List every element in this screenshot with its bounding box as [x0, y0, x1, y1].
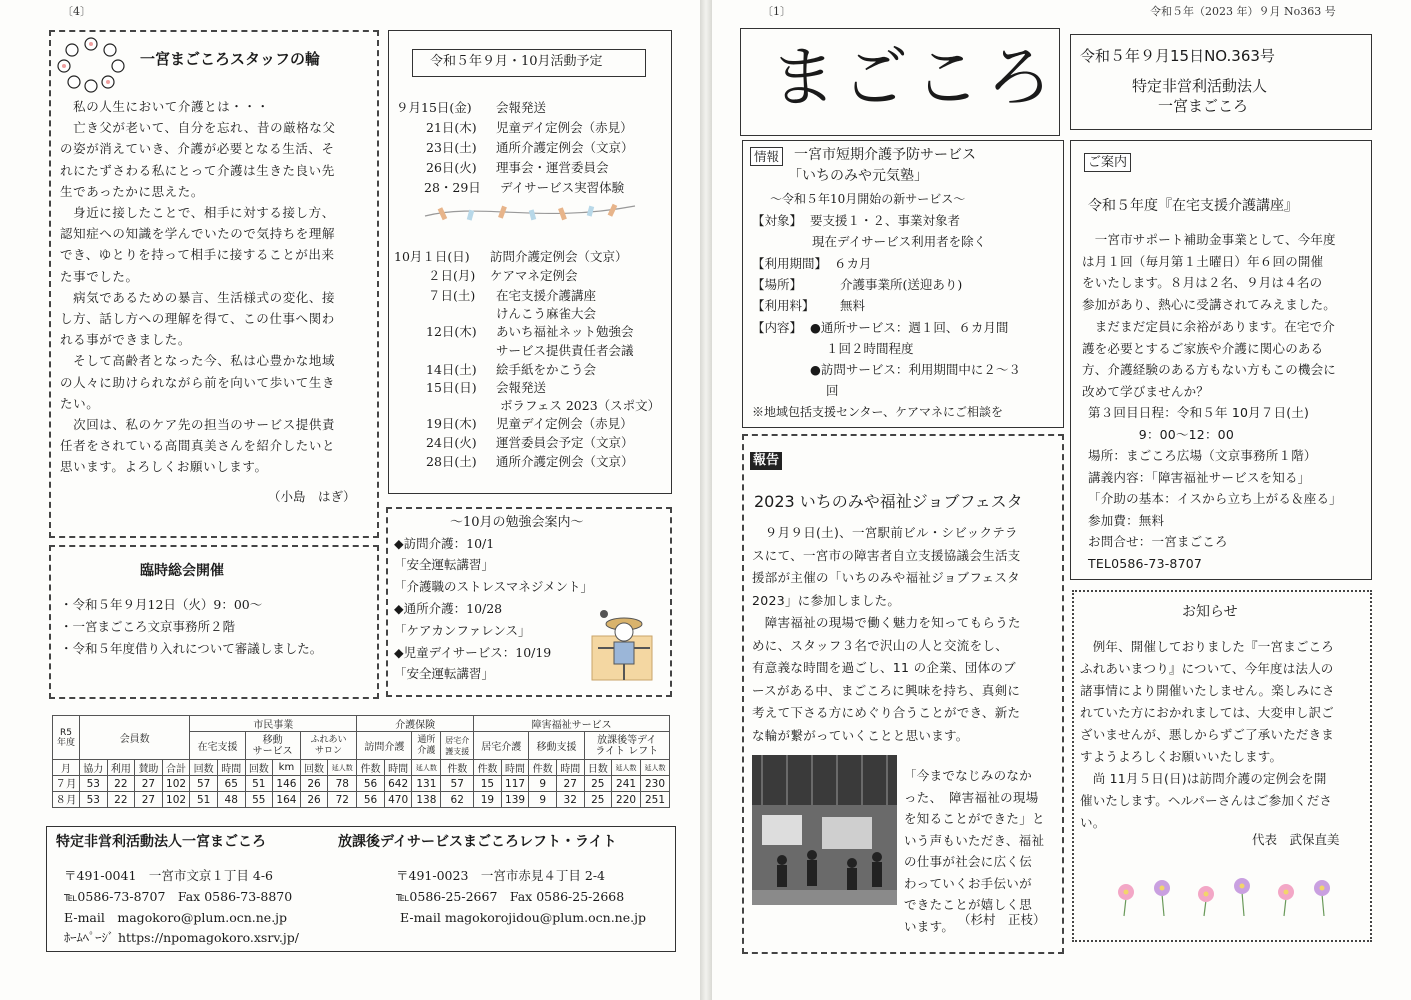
issue-header: 令和５年（2023 年）９月 No363 号	[1150, 5, 1336, 18]
org2-email[interactable]: E-mail magokorojidou@plum.ocn.ne.jp	[400, 910, 646, 925]
study-line: 「介護職のストレスマネジメント」	[394, 579, 594, 594]
report-text: ９月９日(土)、一宮駅前ビル・シビックテラ スにて、一宮市の障害者自立支援協議会生活支 援部が主催の「いちのみや福祉ジョブフェスタ 2023」に参加しました。 障害福祉の現場で働く魅力を知ってもらうた めに、スタッフ３名で沢山の人と交流をし、 有意義な時間を過ごし、11 の企業、団体のブ ースがある中、まごころに興味を持ち、真剣に 考えて下さる方にめぐり合うことができ、新た な輪が繋がっていくことと思います。	[752, 525, 1021, 743]
ribbon-decoration-icon	[420, 198, 640, 226]
guide-text: 一宮市サポート補助金事業として、今年度 は月１回（毎月第１土曜日）年６回の開催 をいたします。８月は２名、９月は４名の 参加があり、熱心に受講されてみえました。 まだまだ定員に余裕があります。在宅で介 護を必要とするご家族や介護に関心のある 方、介護経験のある方もない方もこの機会に 改めて学びませんか？	[1082, 232, 1337, 399]
staff-heading: 一宮まごころスタッフの輪	[140, 50, 321, 68]
info-tag: 情報	[750, 147, 783, 166]
guide-tag: ご案内	[1084, 153, 1131, 172]
org2-phone: ℡0586-25-2667 Fax 0586-25-2668	[396, 889, 625, 904]
stats-table: R5 年度 会員数 市民事業 介護保険 障害福祉サービス 在宅支援 移動 サービス ふれあい サロン 訪問介護 通所 介護 居宅介 護支援 居宅介護 移動支援 放課後等デイ ライト レフト 月 協力 利用 賛助 合計 回数 時間 回数 km 回数 延人数 件数 時間 延人数 件数 件数 時間 件数 時間 日数 延人数 延人数 ７月 53 22 27 102 57 65 51 146 26 78 56 642 131 57 15 117 9 27 25 241 230 ８月 53 22 27 102 51 48 55 164 26 72 56 470 138 62 19 139 9 32 25 220 251	[52, 715, 670, 808]
org1-address: 〒491-0041 一宮市文京１丁目 4-6	[64, 868, 273, 883]
notice-signature: 代表 武保直美	[1252, 832, 1340, 847]
report-tag: 報告	[750, 452, 782, 470]
info-consult-note: ※地域包括支援センター、ケアマネにご相談を	[752, 405, 1004, 419]
study-title: ～10月の勉強会案内～	[450, 515, 584, 530]
org-name: 一宮まごころ	[1158, 97, 1249, 115]
staff-circle-icon	[56, 36, 126, 92]
staff-author: （小島 はぎ）	[268, 489, 356, 504]
info-subtitle: 「いちのみや元気塾」	[788, 168, 928, 184]
info-note: ～令和５年10月開始の新サービス～	[770, 192, 966, 206]
meeting-item: ・一宮まごころ文京事務所２階	[60, 619, 236, 634]
org2-address: 〒491-0023 一宮市赤見４丁目 2-4	[396, 868, 605, 883]
org-type: 特定非営利活動法人	[1132, 77, 1268, 95]
meeting-item: ・令和５年度借り入れについて審議しました。	[60, 641, 323, 656]
table-row: ７月 53 22 27 102 57 65 51 146 26 78 56 642 131 57 15 117 9 27 25 241 230	[53, 776, 670, 792]
issue-date-number: 令和５年９月15日NO.363号	[1080, 47, 1275, 65]
org2-name: 放課後デイサービスまごころレフト・ライト	[338, 834, 617, 850]
study-line: 「安全運転講習」	[394, 557, 495, 572]
org1-email[interactable]: E-mail magokoro@plum.ocn.ne.jp	[64, 910, 288, 925]
masthead-title: まごころ	[770, 39, 1058, 116]
study-line: ◆児童デイサービス：10/19	[394, 645, 552, 660]
org1-phone: ℡0586-73-8707 Fax 0586-73-8870	[64, 889, 293, 904]
staff-essay-text: 私の人生において介護とは・・・ 亡き父が老いて、自分を忘れ、昔の厳格な父 の姿が消えていき、介護が必要となる生活、そ れにたずさわる私にとって介護は生きた良い先 生であったかに思えた。 身近に接したことで、相手に対する接し方、 認知症への知識を学んでいたので気持ちを理解 でき、ゆとりを持って相手に接することが出来 た事でした。 病気であるための暴言、生活様式の変化、接 し方、話し方への理解を得て、この仕事へ関わ れる事ができました。 そして高齢者となった今、私は心豊かな地域 の人々に助けられながら前を向いて歩いて生き たい。 次回は、私のケア先の担当のサービス提供責 任者をされている高間真美さんを紹介したいと 思います。よろしくお願いします。	[60, 99, 336, 475]
study-line: ◆訪問介護：10/1	[394, 536, 495, 551]
org1-website-link[interactable]: ﾎｰﾑﾍﾟｰｼﾞ https://npomagokoro.xsrv.jp/	[64, 930, 299, 945]
report-title: 2023 いちのみや福祉ジョブフェスタ	[754, 492, 1023, 511]
study-line: 「安全運転講習」	[394, 666, 495, 681]
study-line: 「ケアカンファレンス」	[394, 623, 531, 638]
schedule-title: 令和５年９月・10月活動予定	[430, 54, 603, 69]
info-title: 一宮市短期介護予防サービス	[794, 147, 976, 163]
meeting-title: 臨時総会開催	[140, 563, 224, 579]
notice-text: 例年、開催しておりました『一宮まごころ ふれあいまつり』について、今年度は法人の 諸事情により開催いたしません。楽しみにさ れていた方におかれましては、大変申し訳ご ざいませんが、悪しからずご了承いただきま すようよろしくお願いいたします。 尚 11月５日(日)は訪問介護の定例会を開 催いたします。ヘルパーさんはご参加くださ い。	[1080, 639, 1335, 830]
flowers-decoration-icon	[1104, 868, 1364, 918]
report-quote: 「今までなじみのなか った、 障害福祉の現場 を知ることができた」と いう声もいただき、福祉 の仕事が社会に広く伝 わっていくお手伝いが できたことが嬉しく思 います。	[904, 768, 1045, 934]
page-1: 〔1〕 令和５年（2023 年）９月 No363 号 まごころ 令和５年９月15日NO.363号 特定非営利活動法人 一宮まごころ 情報 一宮市短期介護予防サービス 「いちのみや元気塾」 ～令和５年10月開始の新サービス～ 【対象】 要支援１・２、事業対象者 現在デイサービス利用者を除く 【利用期間】 ６カ月 【場所】 介護事業所(送迎あり) 【利用料】 無料 【内容】 ●通所サービス：週１回、６カ月間 １回２時間程度 ●訪問サービス：利用期間中に２～３ 回 ※地域包括支援センター、ケアマネにご相談を 報告 2023 いちのみや福祉ジョブフェスタ ９月９日(土)、一宮駅前ビル・シビックテラ スにて、一宮市の障害者自立支援協議会生活支 援部が主催の「いちのみや福祉ジョブフェスタ 2023」に参加しました。 障害福祉の現場で働く魅力を知ってもらうた めに、スタッフ３名で沢山の人と交流をし、 有意義な時間を過ごし、11 の企業、団体のブ ースがある中、まごころに興味を持ち、真剣に 考えて下さる方にめぐり合うことができ、新た な輪が繋がっていくことと思います。 「今までなじみのなか った、 障害福祉の現場 を知ることができた」と いう声もいただき、福祉 の仕事が社会に広く伝 わっていくお手伝いが できたことが嬉しく思 います。 （杉村 正枝） ご案内 令和５年度『在宅支援介護講座』 一宮市サポート補助金事業として、今年度 は月１回（毎月第１土曜日）年６回の開催 をいたします。８月は２名、９月は４名の 参加があり、熱心に受講されてみえました。 まだまだ定員に余裕があります。在宅で介 護を必要とするご家族や介護に関心のある 方、介護経験のある方もない方もこの機会に 改めて学びませんか？ 第３回目日程：令和５年 10月７日(土) 9：00～12：00 場所：まごころ広場（文京事務所１階） 講義内容：「障害福祉サービスを知る」 「介助の基本：イスから立ち上がる＆座る」 参加費：無料 お問合せ：一宮まごころ TEL0586-73-8707 お知らせ 例年、開催しておりました『一宮まごころ ふれあいまつり』について、今年度は法人の 諸事情により開催いたしません。楽しみにさ れていた方におかれましては、大変申し訳ご ざいませんが、悪しからずご了承いただきま すようよろしくお願いいたします。 尚 11月５日(日)は訪問介護の定例会を開 催いたします。ヘルパーさんはご参加くださ い。 代表 武保直美	[712, 0, 1411, 1000]
page-4: 〔4〕 一宮まごころスタッフの輪 私の人生において介護とは・・・ 亡き父が老いて、自分を忘れ、昔の厳格な父 の姿が消えていき、介護が必要となる生活、そ れにたずさわる私にとって介護は生きた良い先 生であったかに思えた。 身近に接したことで、相手に対する接し方、 認知症への知識を学んでいたので気持ちを理解 でき、ゆとりを持って相手に接することが出来 た事でした。 病気であるための暴言、生活様式の変化、接 し方、話し方への理解を得て、この仕事へ関わ れる事ができました。 そして高齢者となった今、私は心豊かな地域 の人々に助けられながら前を向いて歩いて生き たい。 次回は、私のケア先の担当のサービス提供責 任者をされている高間真美さんを紹介したいと 思います。よろしくお願いします。 （小島 はぎ） 令和５年９月・10月活動予定 ９月15日(金) 会報発送 21日(木) 児童デイ定例会（赤見） 23日(土) 通所介護定例会（文京） 26日(火) 理事会・運営委員会 28・29日 デイサービス実習体験 10月１日(日) 訪問介護定例会（文京） ２日(月) ケアマネ定例会 ７日(土) 在宅支援介護講座 けんこう麻雀大会 12日(木) あいち福祉ネット勉強会 サービス提供責任者会議 14日(土) 絵手紙をかこう会 15日(日) 会報発送 ボラフェス 2023（スポ文） 19日(木) 児童デイ定例会（赤見） 24日(火) 運営委員会予定（文京） 28日(土) 通所介護定例会（文京） 臨時総会開催 ・令和５年９月12日（火）9：00～ ・一宮まごころ文京事務所２階 ・令和５年度借り入れについて審議しました。 ～10月の勉強会案内～ ◆訪問介護：10/1 「安全運転講習」 「介護職のストレスマネジメント」 ◆通所介護：10/28 「ケアカンファレンス」 ◆児童デイサービス：10/19 「安全運転講習」 R5 年度 会員数 市民事業 介護保険 障害福祉サービス 在宅支援 移動 サービス ふれあい サロン 訪問介護 通所 介護 居宅介 護支援 居宅介護 移動支援 放課後等デイ ライト レフト 月 協力 利用 賛助 合計 回数 時間 回数 km 回数 延人数 件数 時間 延人数 件数 件数 時間 件数 時間 日数 延人数 延人数 ７月 53 22 27 102 57 65 51 146 26 78 56 642 131 57 15 117 9 27 25 241 230 ８月 53 22 27 102 51 48 55 164 26 72 56 470 138 62 19 139 9 32 25 220 251 特定非営利活動法人一宮まごころ 放課後デイサービスまごころレフト・ライト 〒491-0041 一宮市文京１丁目 4-6 ℡0586-73-8707 Fax 0586-73-8870 E-mail magokoro@plum.ocn.ne.jp ﾎｰﾑﾍﾟｰｼﾞ https://npomagokoro.xsrv.jp/ 〒491-0023 一宮市赤見４丁目 2-4 ℡0586-25-2667 Fax 0586-25-2668 E-mail magokorojidou@plum.ocn.ne.jp	[0, 0, 700, 1000]
meeting-item: ・令和５年９月12日（火）9：00～	[60, 597, 263, 612]
guide-title: 令和５年度『在宅支援介護講座』	[1088, 198, 1298, 214]
page-number: 〔4〕	[62, 5, 91, 18]
scarecrow-icon	[590, 606, 660, 682]
page-number: 〔1〕	[762, 5, 791, 18]
notice-title: お知らせ	[1182, 604, 1238, 620]
report-author: （杉村 正枝）	[958, 912, 1046, 927]
page-gutter	[700, 0, 712, 1000]
table-row: ８月 53 22 27 102 51 48 55 164 26 72 56 470 138 62 19 139 9 32 25 220 251	[53, 792, 670, 808]
jobfair-photo	[752, 755, 897, 905]
guide-details: 第３回目日程：令和５年 10月７日(土) 9：00～12：00 場所：まごころ広場（文京事務所１階） 講義内容：「障害福祉サービスを知る」 「介助の基本：イスから立ち上がる＆座る」 参加費：無料 お問合せ：一宮まごころ TEL0586-73-8707	[1088, 405, 1342, 571]
study-line: ◆通所介護：10/28	[394, 601, 503, 616]
org1-name: 特定非営利活動法人一宮まごころ	[56, 834, 266, 850]
